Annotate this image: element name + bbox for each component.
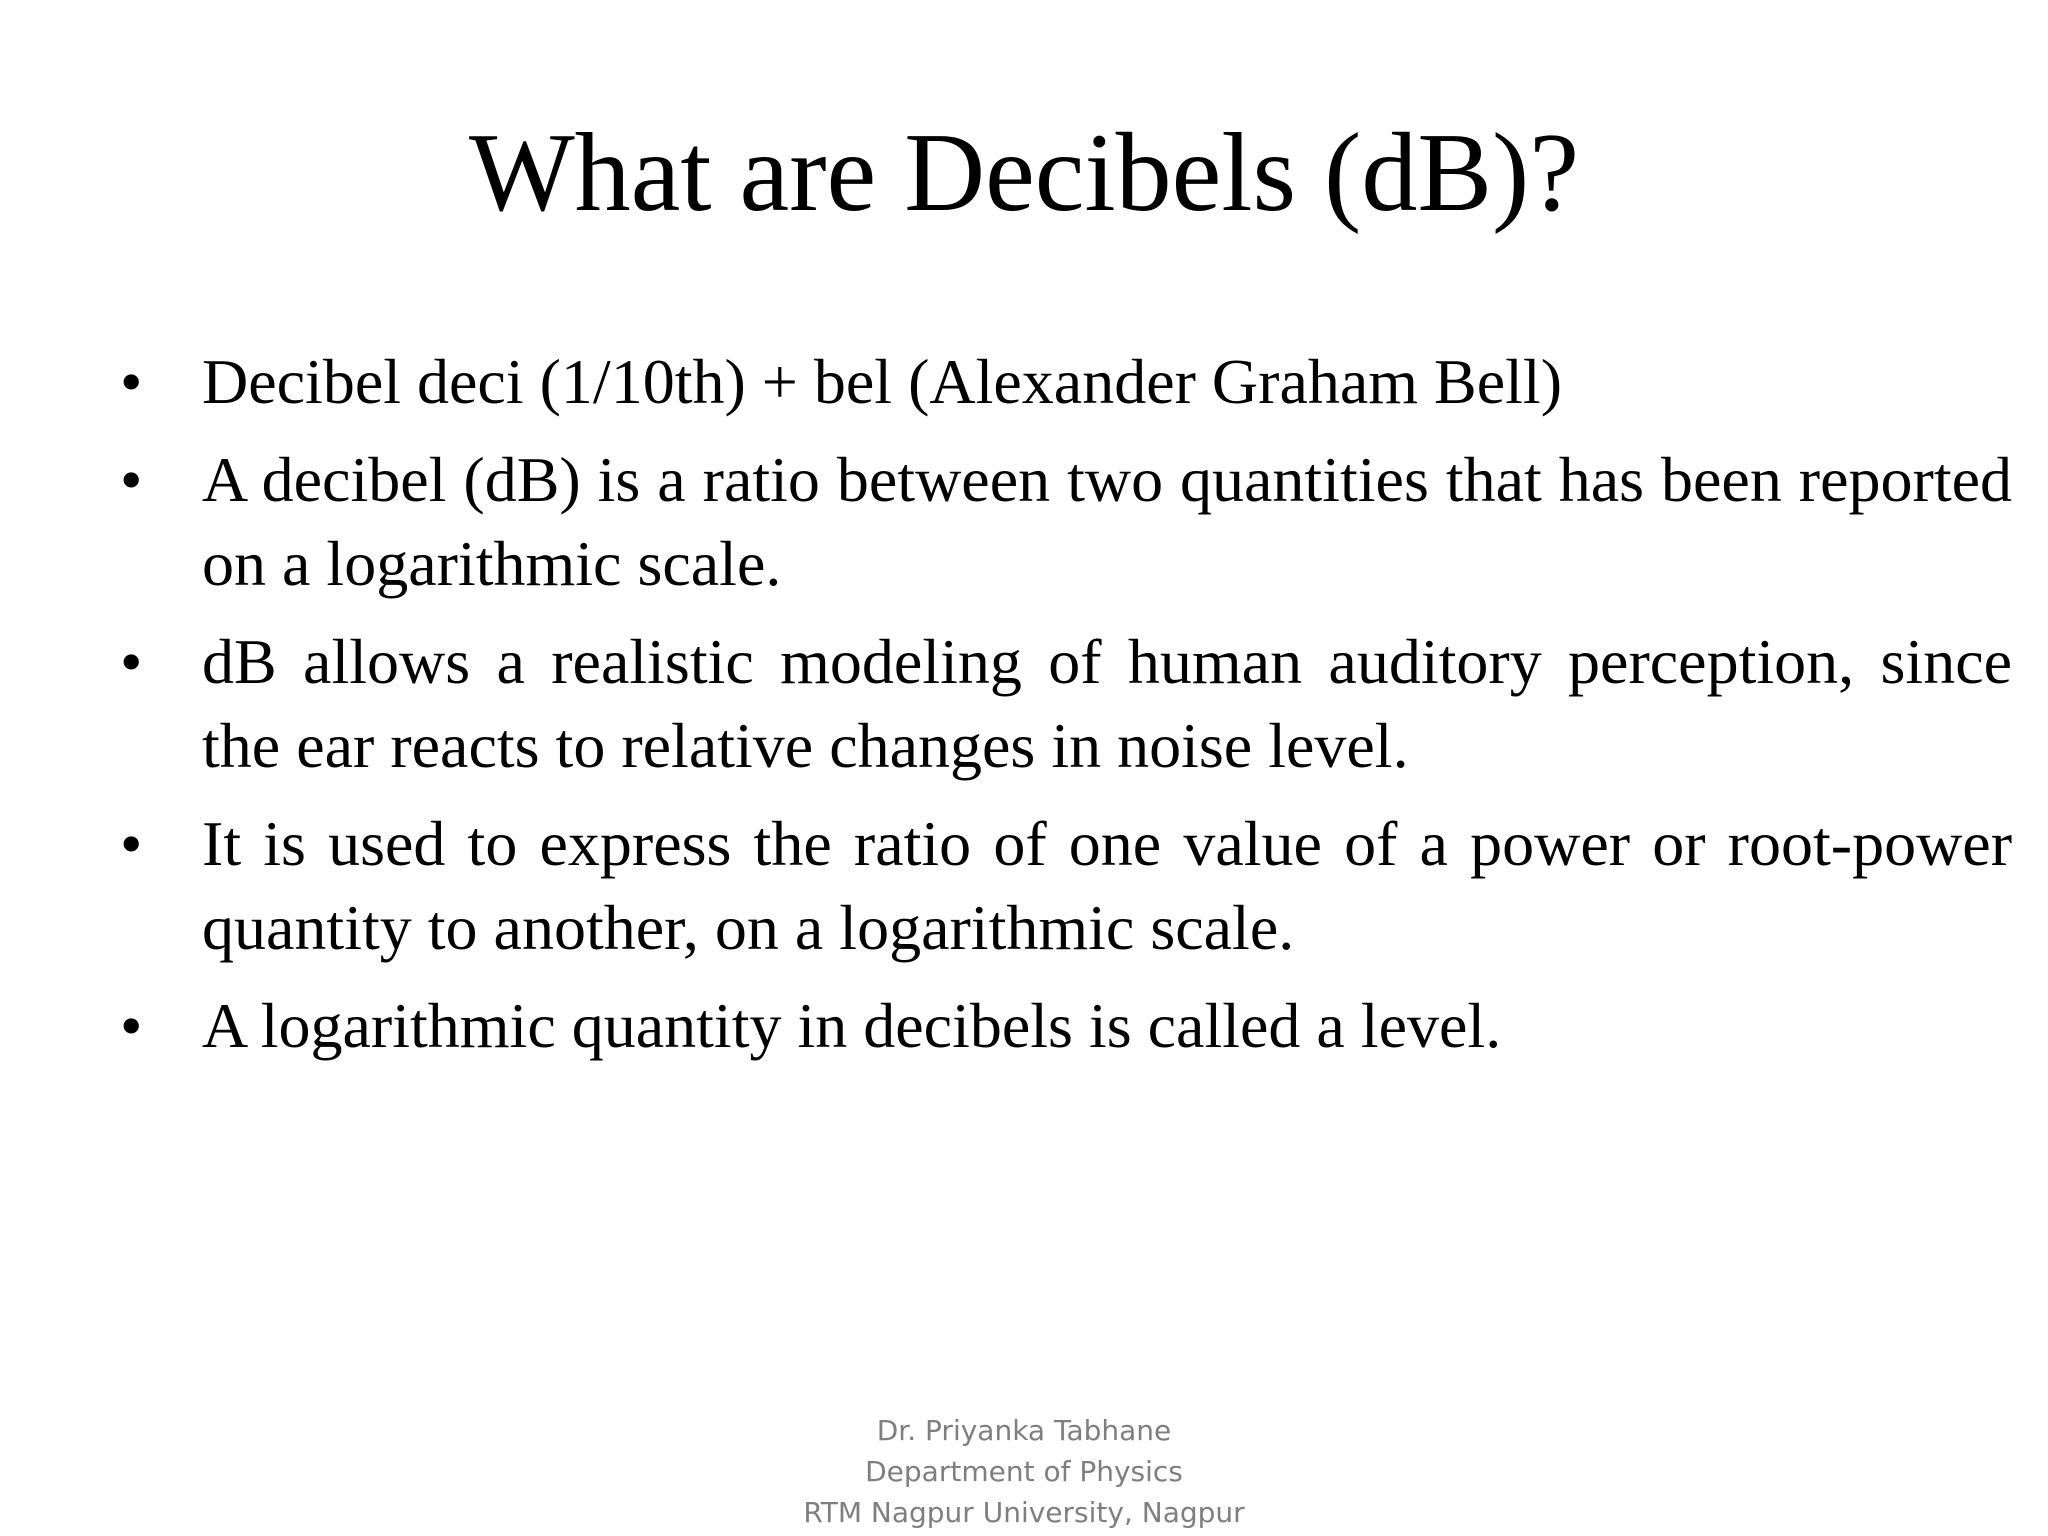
bullet-icon: • <box>120 626 143 697</box>
bullet-item <box>120 984 2012 1068</box>
bullet-icon: • <box>120 990 143 1061</box>
bullet-text: A decibel (dB) is a ratio between two quantities that has been reported on a logarithmic scale. <box>202 444 2012 599</box>
bullet-icon: • <box>120 346 143 417</box>
footer-department: Department of Physics <box>865 1455 1183 1488</box>
bullet-item <box>120 802 2012 970</box>
footer-author: Dr. Priyanka Tabhane <box>876 1414 1172 1447</box>
bullet-text: Decibel deci (1/10th) + bel (Alexander Graham Bell) <box>202 346 1562 417</box>
bullet-item <box>120 438 2012 606</box>
bullet-icon: • <box>120 808 143 879</box>
bullet-text: A logarithmic quantity in decibels is called a level. <box>202 990 1502 1061</box>
bullet-icon: • <box>120 444 143 515</box>
bullet-list <box>120 340 2012 1082</box>
slide-footer <box>0 1410 2048 1533</box>
bullet-item <box>120 620 2012 788</box>
bullet-text: dB allows a realistic modeling of human auditory perception, since the ear reacts to relative changes in noise level. <box>202 626 2012 781</box>
bullet-text: It is used to express the ratio of one value of a power or root-power quantity to another, on a logarithmic scale. <box>202 808 2012 963</box>
bullet-item <box>120 340 2012 424</box>
slide-title: What are Decibels (dB)? <box>468 111 1580 235</box>
footer-university: RTM Nagpur University, Nagpur <box>803 1496 1245 1529</box>
